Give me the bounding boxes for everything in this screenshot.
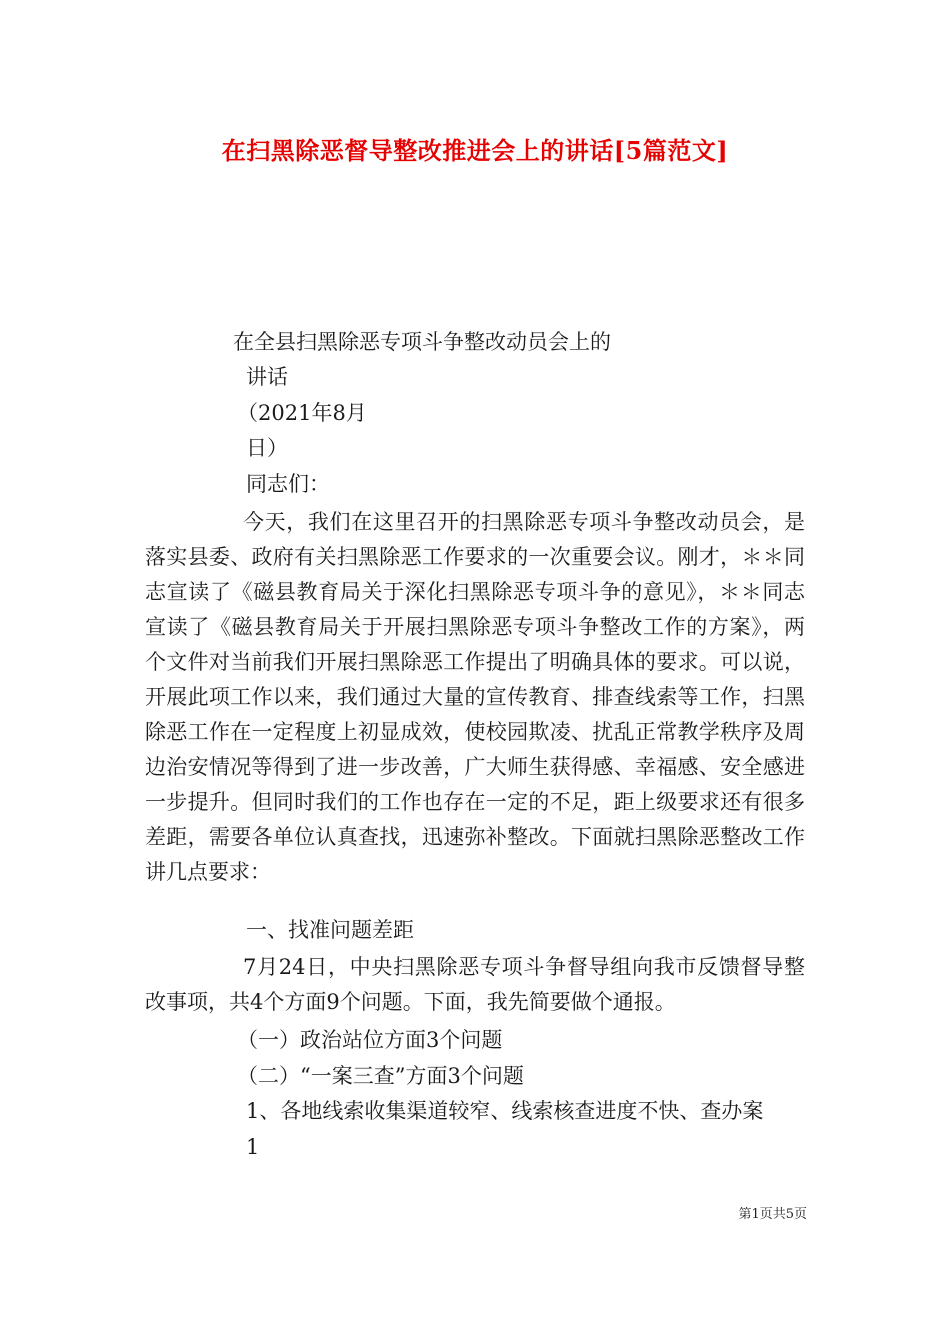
speech-heading-line2: 讲话 [246,365,288,389]
date-line2: 日） [246,436,288,460]
section-1-heading: 一、找准问题差距 [246,918,414,942]
inline-page-number: 1 [246,1135,260,1159]
speech-heading-line1: 在全县扫黑除恶专项斗争整改动员会上的 [233,330,611,354]
document-title: 在扫黑除恶督导整改推进会上的讲话[5篇范文] [221,136,729,165]
body-paragraph-1: 今天，我们在这里召开的扫黑除恶专项斗争整改动员会，是落实县委、政府有关扫黑除恶工作要求的一次重要会议。刚才，＊＊同志宣读了《磁县教育局关于深化扫黑除恶专项斗争的意见》，＊＊同志宣读了《磁县教育局关于开展扫黑除恶专项斗争整改工作的方案》，两个文件对当前我们开展扫黑除恶工作提出了明确具体的要求。可以说，开展此项工作以来，我们通过大量的宣传教育、排查线索等工作，扫黑除恶工作在一定程度上初显成效，使校园欺凌、扰乱正常教学秩序及周边治安情况等得到了进一步改善，广大师生获得感、幸福感、安全感进一步提升。但同时我们的工作也存在一定的不足，距上级要求还有很多差距，需要各单位认真查找，迅速弥补整改。下面就扫黑除恶整改工作讲几点要求： [145,510,805,884]
page-footer: 第1页共5页 [738,1207,807,1222]
salutation: 同志们： [246,472,330,496]
subsection-2-heading: （二）“一案三查”方面3个问题 [237,1064,524,1088]
subsection-1-heading: （一）政治站位方面3个问题 [237,1028,503,1052]
body-paragraph-2: 7月24日，中央扫黑除恶专项斗争督导组向我市反馈督导整改事项，共4个方面9个问题。下面，我先简要做个通报。 [145,955,805,1014]
list-item-1: 1、各地线索收集渠道较窄、线索核查进度不快、查办案 [246,1099,764,1123]
date-line1: （2021年8月 [237,401,367,425]
